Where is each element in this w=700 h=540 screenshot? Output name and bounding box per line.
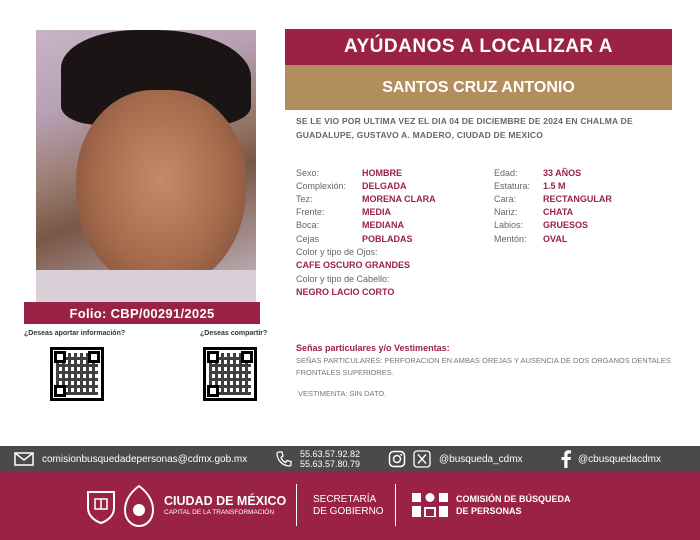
attribute-value: DELGADA [362, 181, 407, 191]
footer [0, 472, 700, 540]
attribute-label: Complexión: [296, 181, 347, 191]
attribute-value: 1.5 M [543, 181, 566, 191]
share-question: ¿Deseas compartir? [200, 330, 268, 337]
senas-text: SEÑAS PARTICULARES: PERFORACION EN AMBAS OREJAS Y AUSENCIA DE DOS ORGANOS DENTALES FRONTALES SUPERIORES. [296, 356, 671, 377]
social-handle-facebook[interactable]: @cbusquedacdmx [578, 453, 661, 465]
person-name: SANTOS CRUZ ANTONIO [285, 65, 672, 110]
cdmx-title: CIUDAD DE MÉXICO [164, 494, 287, 508]
attribute-label: Edad: [494, 168, 518, 178]
facebook-icon[interactable] [560, 446, 572, 472]
email-text: comisionbusquedadepersonas@cdmx.gob.mx [42, 453, 248, 465]
cdmx-subtitle: CAPITAL DE LA TRANSFORMACIÓN [164, 509, 275, 516]
info-question: ¿Deseas aportar información? [24, 330, 126, 337]
attribute-label: Tez: [296, 194, 313, 204]
attribute-label: Estatura: [494, 181, 531, 191]
attribute-label: Cejas [296, 234, 320, 244]
info-qr-code[interactable] [50, 347, 104, 401]
attribute-value: MEDIA [362, 207, 391, 217]
attribute-label: Mentón: [494, 234, 527, 244]
vestimenta-text: VESTIMENTA: SIN DATO. [298, 389, 387, 398]
folio-badge: Folio: CBP/00291/2025 [24, 302, 260, 324]
attribute-label: Nariz: [494, 207, 518, 217]
phone-2: 55.63.57.80.79 [300, 459, 361, 469]
attribute-value: GRUESOS [543, 220, 589, 230]
attribute-label: Sexo: [296, 168, 320, 178]
comision-logo-icon [412, 493, 448, 522]
comision-line2: DE PERSONAS [456, 506, 522, 516]
mail-icon [14, 452, 34, 466]
cdmx-shield-icon [86, 490, 116, 529]
attribute-label: Frente: [296, 207, 325, 217]
instagram-icon[interactable] [388, 446, 406, 472]
cdmx-emblem-icon [122, 484, 156, 533]
secretaria-line2: DE GOBIERNO [313, 506, 384, 517]
attribute-value: CHATA [543, 207, 574, 217]
secretaria-line1: SECRETARÍA [313, 494, 377, 505]
attribute-label: Boca: [296, 220, 320, 230]
attribute-value: HOMBRE [362, 168, 402, 178]
page-title: AYÚDANOS A LOCALIZAR A [285, 29, 672, 65]
phone-icon [276, 446, 292, 472]
person-photo [36, 30, 256, 302]
social-handle-busqueda[interactable]: @busqueda_cdmx [439, 453, 523, 465]
attribute-value: RECTANGULAR [543, 194, 612, 204]
senas-title: Señas particulares y/o Vestimentas: [296, 343, 450, 353]
footer-divider [296, 484, 297, 526]
attribute-label: Cara: [494, 194, 517, 204]
contact-bar [0, 446, 700, 472]
phone-numbers[interactable] [300, 449, 360, 469]
share-qr-code[interactable] [203, 347, 257, 401]
attribute-value: 33 AÑOS [543, 168, 582, 178]
footer-divider [395, 484, 396, 526]
phone-1: 55.63.57.92.82 [300, 449, 361, 459]
attribute-value: MEDIANA [362, 220, 404, 230]
last-seen-text: SE LE VIO POR ULTIMA VEZ EL DIA 04 DE DICIEMBRE DE 2024 EN CHALMA DE GUADALUPE, GUSTAVO A. MADERO, CIUDAD DE MEXICO [296, 116, 633, 140]
x-twitter-icon[interactable] [413, 446, 431, 472]
email-contact[interactable] [14, 446, 247, 472]
attribute-value: MORENA CLARA [362, 194, 436, 204]
attribute-value: POBLADAS [362, 234, 413, 244]
attribute-value: OVAL [543, 234, 568, 244]
comision-line1: COMISIÓN DE BÚSQUEDA [456, 494, 571, 504]
attribute-label: Labios: [494, 220, 524, 230]
